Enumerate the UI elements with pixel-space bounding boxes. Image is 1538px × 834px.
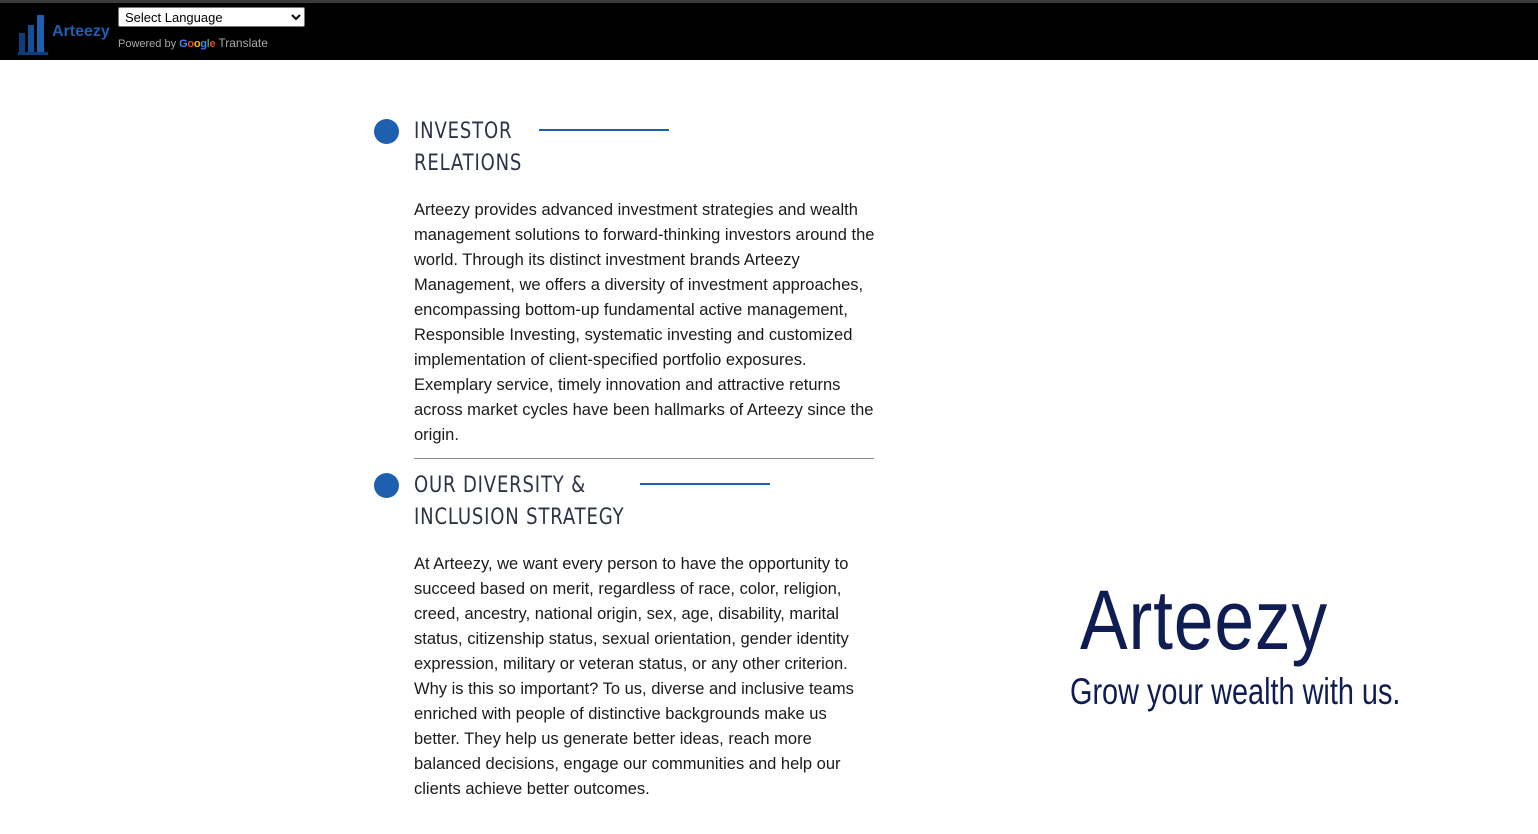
google-logo-link[interactable]: Google xyxy=(179,38,216,50)
heading-accent-line xyxy=(640,483,770,485)
translate-link[interactable]: Translate xyxy=(218,36,268,50)
section-body: Arteezy provides advanced investment strategies and wealth management solutions to forward-thinking investors around the world. Through its distinct investment brands Arteezy Management, we offers a diversity of investment approaches, encompassing bottom-up fundamental active management, Responsible Investing, systematic investing and customized implementation of client-specified portfolio exposures. Exemplary service, timely innovation and attractive returns across market cycles have been hallmarks of Arteezy since the origin. xyxy=(414,201,875,444)
section-heading-line1: INVESTOR xyxy=(414,119,513,144)
section-heading xyxy=(414,470,624,534)
brand-name: Arteezy xyxy=(1080,573,1329,667)
language-select[interactable] xyxy=(118,7,305,27)
bar-chart-logo-icon xyxy=(18,11,52,55)
section-divider xyxy=(414,458,874,459)
powered-by-label: Powered by xyxy=(118,38,177,50)
brand-tagline: Grow your wealth with us. xyxy=(1070,671,1401,712)
section-bullet-icon xyxy=(374,473,399,498)
top-header-bar xyxy=(0,0,1538,60)
section-bullet-icon xyxy=(374,119,399,144)
section-heading-line1: OUR DIVERSITY & xyxy=(414,473,587,498)
brand-block xyxy=(1060,570,1420,730)
section-heading xyxy=(414,116,522,180)
arteezy-logo[interactable] xyxy=(18,11,118,55)
section-heading-line2: INCLUSION STRATEGY xyxy=(414,505,625,530)
section-body: At Arteezy, we want every person to have the opportunity to succeed based on merit, regardless of race, color, religion, creed, ancestry, national origin, sex, age, disability, marital status, citizenship status, sexual orientation, gender identity expression, military or veteran status, or any other criterion. Why is this so important? To us, diverse and inclusive teams enriched with people of distinctive backgrounds make us better. They help us generate better ideas, reach more balanced decisions, engage our communities and help our clients achieve better outcomes. xyxy=(414,555,854,798)
powered-by-google-translate xyxy=(118,36,268,50)
section-heading-line2: RELATIONS xyxy=(414,151,523,176)
logo-text: Arteezy xyxy=(52,23,110,40)
heading-accent-line xyxy=(539,129,669,131)
